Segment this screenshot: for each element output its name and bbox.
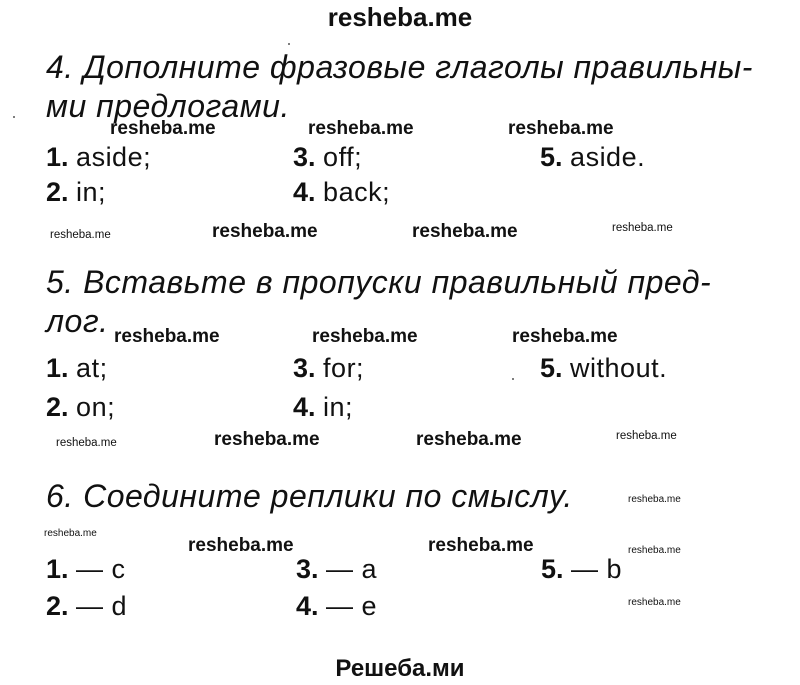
answer-number: 4. xyxy=(293,392,316,422)
task5-answer-4 xyxy=(293,391,353,423)
watermark-bold: resheba.me xyxy=(110,118,216,139)
watermark-bold: resheba.me xyxy=(412,221,518,242)
watermark-small: resheba.me xyxy=(44,528,97,539)
answer-text: — e xyxy=(326,591,378,621)
answer-text: without. xyxy=(570,353,668,383)
watermark-small: resheba.me xyxy=(628,597,681,608)
answer-number: 1. xyxy=(46,554,69,584)
scan-speck xyxy=(512,378,514,380)
scan-speck xyxy=(13,116,15,118)
answer-number: 5. xyxy=(541,554,564,584)
watermark-small: resheba.me xyxy=(50,229,111,241)
task5-heading-line2: лог. xyxy=(46,303,109,339)
task4-answer-5 xyxy=(540,141,645,173)
task6-answer-3 xyxy=(296,553,377,585)
watermark-bold: resheba.me xyxy=(308,118,414,139)
watermark-small: resheba.me xyxy=(56,437,117,449)
task5-answer-1 xyxy=(46,352,108,384)
watermark-bold: resheba.me xyxy=(188,535,294,556)
answer-text: — a xyxy=(326,554,378,584)
task5-answer-5 xyxy=(540,352,667,384)
answer-number: 2. xyxy=(46,177,69,207)
scan-speck xyxy=(288,43,290,45)
answer-number: 4. xyxy=(296,591,319,621)
answer-number: 5. xyxy=(540,142,563,172)
watermark-bold: resheba.me xyxy=(416,429,522,450)
watermark-small: resheba.me xyxy=(616,430,677,442)
task6-answer-5 xyxy=(541,553,622,585)
task6-heading: 6. Соедините реплики по смыслу. xyxy=(46,478,573,514)
watermark-bold: resheba.me xyxy=(512,326,618,347)
answer-text: off; xyxy=(323,142,363,172)
watermark-bold: resheba.me xyxy=(214,429,320,450)
answer-text: — c xyxy=(76,554,126,584)
answer-text: aside. xyxy=(570,142,646,172)
answer-text: at; xyxy=(76,353,108,383)
task4-answer-4 xyxy=(293,176,390,208)
watermark-bold: resheba.me xyxy=(428,535,534,556)
answer-text: for; xyxy=(323,353,365,383)
answer-text: on; xyxy=(76,392,116,422)
watermark-bold: resheba.me xyxy=(114,326,220,347)
answer-number: 3. xyxy=(293,353,316,383)
answer-text: back; xyxy=(323,177,391,207)
answer-number: 3. xyxy=(296,554,319,584)
task4-answer-3 xyxy=(293,141,362,173)
watermark-small: resheba.me xyxy=(612,222,673,234)
answer-number: 2. xyxy=(46,392,69,422)
answer-number: 5. xyxy=(540,353,563,383)
answer-text: aside; xyxy=(76,142,152,172)
task6-answer-2 xyxy=(46,590,127,622)
task5-heading-line1: 5. Вставьте в пропуски правильный пред- xyxy=(46,264,712,300)
task6-answer-4 xyxy=(296,590,377,622)
answer-text: in; xyxy=(76,177,107,207)
task4-heading-line1: 4. Дополните фразовые глаголы правильны- xyxy=(46,49,753,85)
watermark-bold: resheba.me xyxy=(312,326,418,347)
answer-number: 2. xyxy=(46,591,69,621)
watermark-top: resheba.me xyxy=(327,2,473,32)
watermark-small: resheba.me xyxy=(628,494,681,505)
answer-text: in; xyxy=(323,392,354,422)
watermark-small: resheba.me xyxy=(628,545,681,556)
task4-answer-1 xyxy=(46,141,151,173)
answer-number: 3. xyxy=(293,142,316,172)
task4-answer-2 xyxy=(46,176,106,208)
watermark-bold: resheba.me xyxy=(508,118,614,139)
task5-answer-2 xyxy=(46,391,115,423)
watermark-bottom: Решеба.ми xyxy=(335,655,465,682)
answer-text: — d xyxy=(76,591,128,621)
answer-number: 4. xyxy=(293,177,316,207)
answer-text: — b xyxy=(571,554,623,584)
answer-number: 1. xyxy=(46,142,69,172)
answer-number: 1. xyxy=(46,353,69,383)
task5-answer-3 xyxy=(293,352,364,384)
watermark-bold: resheba.me xyxy=(212,221,318,242)
task6-answer-1 xyxy=(46,553,126,585)
task4-heading-line2: ми предлогами. xyxy=(46,88,290,124)
